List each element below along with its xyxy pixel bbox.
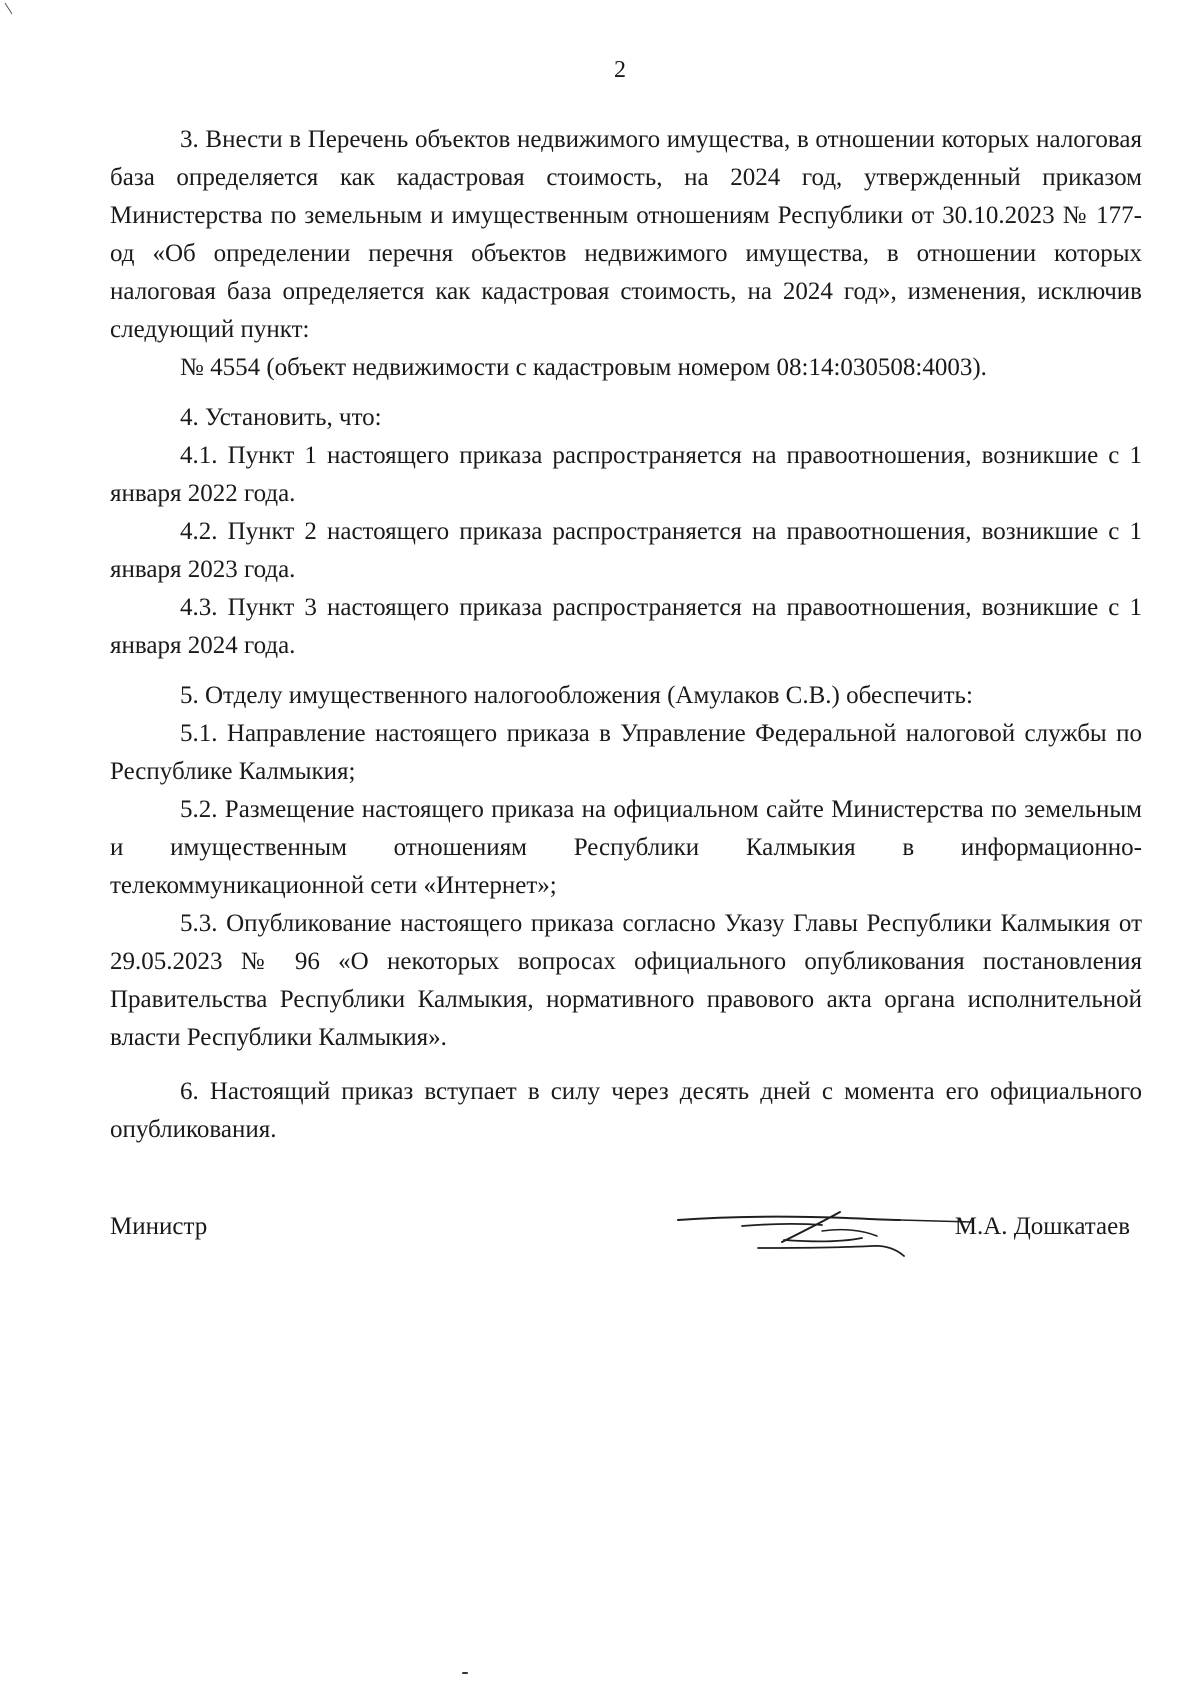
paragraph-item-3-entry: № 4554 (объект недвижимости с кадастровым номером 08:14:030508:4003). (180, 354, 987, 381)
document-body (110, 121, 1142, 1149)
scan-corner-mark (4, 2, 14, 16)
signer-title: Министр (110, 1213, 208, 1240)
paragraph-item-5-3: 5.3. Опубликование настоящего приказа согласно Указу Главы Республики Калмыкия от 29.05.2023 № 96 «О некоторых вопросах официального опубликования постановления Правительства Республики Калмыкия, нормативного правового акта органа исполнительной власти Республики Калмыкия». (110, 910, 1142, 1051)
paragraph-item-3: 3. Внести в Перечень объектов недвижимого имущества, в отношении которых налоговая база определяется как кадастровая стоимость, на 2024 год, утвержденный приказом Министерства по земельным и имущественным отношениям Республики от 30.10.2023 № 177-од «Об определении перечня объектов недвижимого имущества, в отношении которых налоговая база определяется как кадастровая стоимость, на 2024 год», изменения, исключив следующий пункт: (110, 126, 1142, 343)
signer-name: М.А. Дошкатаев (954, 1213, 1130, 1240)
signature-block (110, 1208, 1130, 1268)
paragraph-item-4-1: 4.1. Пункт 1 настоящего приказа распространяется на правоотношения, возникшие с 1 января 2022 года. (110, 442, 1142, 507)
paragraph-item-5-2: 5.2. Размещение настоящего приказа на официальном сайте Министерства по земельным и имущественным отношениям Республики Калмыкия в информационно-телекоммуникационной сети «Интернет»; (110, 796, 1142, 899)
paragraph-item-4-2: 4.2. Пункт 2 настоящего приказа распространяется на правоотношения, возникшие с 1 января 2023 года. (110, 518, 1142, 583)
paragraph-item-4: 4. Установить, что: (180, 404, 382, 431)
page-number: 2 (614, 57, 626, 83)
paragraph-item-4-3: 4.3. Пункт 3 настоящего приказа распространяется на правоотношения, возникшие с 1 января 2024 года. (110, 594, 1142, 659)
paragraph-item-5: 5. Отделу имущественного налогообложения (Амулаков С.В.) обеспечить: (180, 682, 973, 709)
paragraph-item-6: 6. Настоящий приказ вступает в силу через десять дней с момента его официального опубликования. (110, 1078, 1142, 1143)
paragraph-item-5-1: 5.1. Направление настоящего приказа в Управление Федеральной налоговой службы по Республике Калмыкия; (110, 720, 1142, 785)
scan-speck (462, 1672, 468, 1674)
